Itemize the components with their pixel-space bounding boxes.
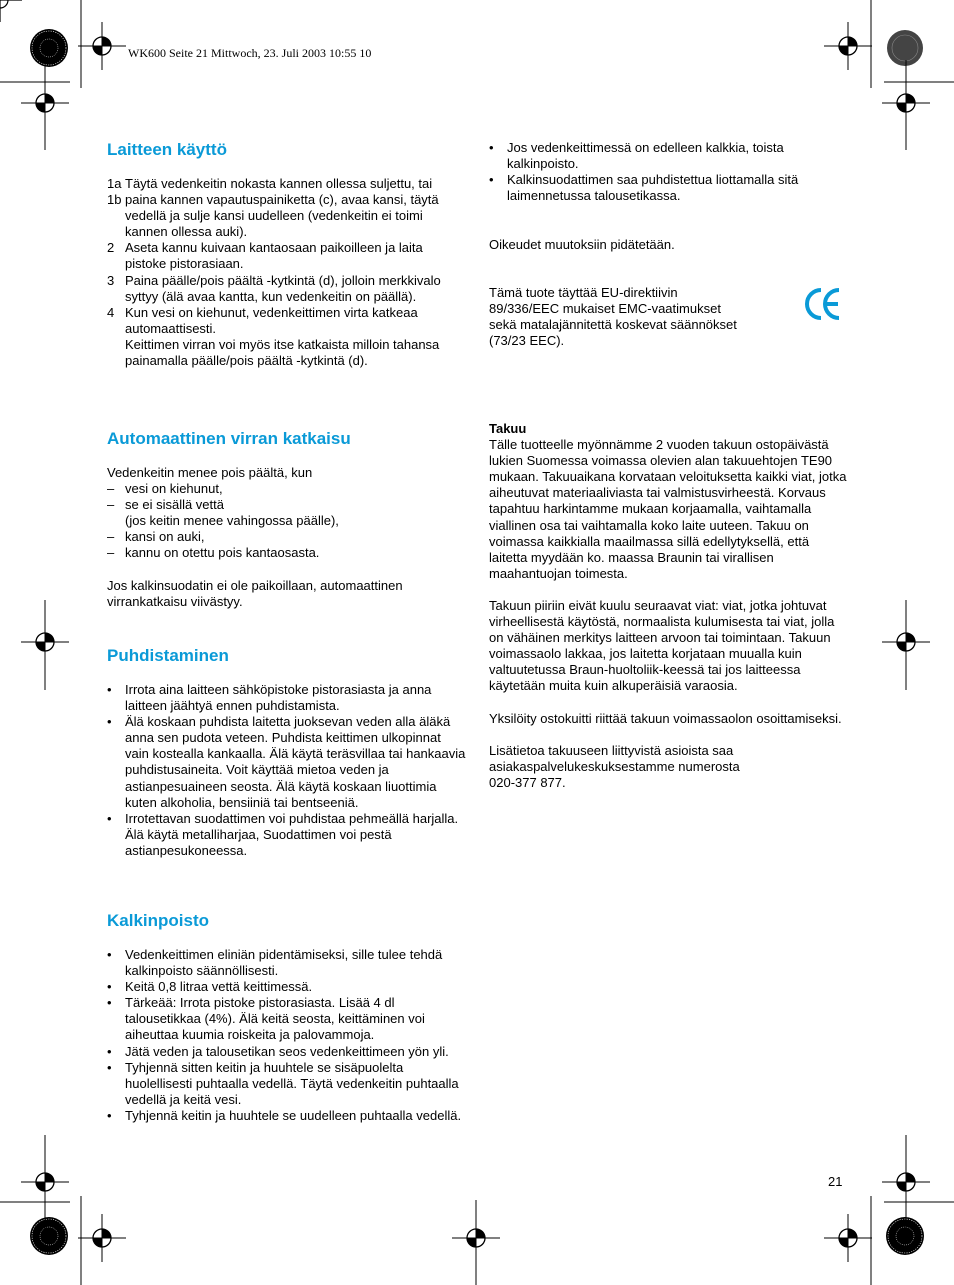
list-item [489,140,829,172]
warranty-paragraph: Yksilöity ostokuitti riittää takuun voimassaolon osoittamiseksi. [489,710,842,726]
list-item [107,947,467,979]
list-item-text: Aseta kannu kuivaan kantaosaan paikoilleen ja laita pistoke pistorasiaan. [125,240,423,272]
list-item-text: Irrotettavan suodattimen voi puhdistaa pehmeällä harjalla. Älä käytä metalliharjaa, Suodattimen voi pestä astianpesukoneessa. [125,810,459,858]
usage-steps [107,176,467,369]
list-marker: • [489,140,494,155]
list-item [107,497,467,529]
list-marker: • [107,979,112,995]
list-item-text: kannu on otettu pois kantaosasta. [125,545,320,561]
list-item [107,979,467,995]
print-header: WK600 Seite 21 Mittwoch, 23. Juli 2003 10:55 10 [128,46,372,60]
paragraph-gap [489,582,849,598]
descaling-instructions [107,947,467,1124]
list-item [107,305,467,369]
list-marker: • [489,172,494,188]
cleaning-instructions [107,682,467,859]
list-item [107,1108,467,1124]
rights-notice: Oikeudet muutoksiin pidätetään. [489,237,675,252]
list-item-text: Jos vedenkeittimessä on edelleen kalkkia, toista kalkinpoisto. [507,140,784,172]
list-item [107,481,467,497]
list-item-text: Irrota aina laitteen sähköpistoke pistorasiasta ja anna laitteen jäähtyä ennen puhdistamista. [125,682,432,714]
descaling-heading: Kalkinpoisto [107,911,210,930]
paragraph-gap [489,727,849,743]
auto-off-heading: Automaattinen virran katkaisu [107,429,351,448]
list-marker: 4 [107,304,115,320]
list-marker: • [107,1107,112,1123]
list-item-text: Keitä 0,8 litraa vettä keittimessä. [125,979,313,995]
ce-compliance [489,285,849,349]
usage-heading: Laitteen käyttö [107,140,227,159]
list-item-text: Paina päälle/pois päältä -kytkintä (d), jolloin merkkivalo syttyy (älä avaa kantta, kun vedenkeitin on päällä). [125,272,441,304]
list-marker: • [107,810,112,826]
list-item [107,545,467,561]
warranty-heading: Takuu [489,421,527,436]
list-item-text: vesi on kiehunut, [125,481,223,497]
warranty-paragraph: Lisätietoa takuuseen liittyvistä asioista saa asiakaspalvelukeskuksestamme numerosta 020-377 877. [489,742,740,790]
list-marker: • [107,1043,112,1059]
ce-text: Tämä tuote täyttää EU-direktiivin 89/336/EEC mukaiset EMC-vaatimukset sekä matalajännitettä koskevat säännökset (73/23 EEC). [489,285,737,349]
list-marker: • [107,995,112,1011]
list-item-text: Tyhjennä sitten keitin ja huuhtele se sisäpuolelta huolellisesti puhtaalla vedellä. Täytä vedenkeitin puhtaalla vedellä ja keitä vesi. [125,1059,459,1107]
list-marker: 1a 1b [107,176,122,208]
list-item-text: Kun vesi on kiehunut, vedenkeittimen virta katkeaa automaattisesti. Keittimen virran voi myös itse katkaista milloin tahansa painamalla päälle/pois päältä -kytkintä (d). [125,304,440,369]
list-item [107,1044,467,1060]
list-item-text: Vedenkeittimen eliniän pidentämiseksi, sille tulee tehdä kalkinpoisto säännöllisesti. [125,947,443,979]
descaling-continued [489,140,829,204]
list-item-text: Tyhjennä keitin ja huuhtele se uudelleen puhtaalla vedellä. [125,1107,462,1123]
list-marker: – [107,481,115,497]
list-marker: 2 [107,240,115,256]
auto-off-intro: Vedenkeitin menee pois päältä, kun [107,465,313,480]
page-number: 21 [828,1174,843,1189]
list-item [107,240,467,272]
auto-off-note: Jos kalkinsuodatin ei ole paikoillaan, automaattinen virrankatkaisu viivästyy. [107,577,403,609]
cleaning-heading: Puhdistaminen [107,646,229,665]
list-marker: 3 [107,272,115,288]
ce-mark-icon [805,286,843,322]
list-marker: • [107,714,112,730]
list-marker: • [107,682,112,697]
list-item-text: se ei sisällä vettä (jos keitin menee vahingossa päälle), [125,497,339,529]
usage-section [107,138,467,369]
paragraph-gap [489,695,849,711]
list-item [107,176,467,240]
list-item-text: kansi on auki, [125,529,205,545]
descaling-section [107,909,467,1124]
list-item [107,995,467,1043]
list-item [107,273,467,305]
list-item-text: Älä koskaan puhdista laitetta juoksevan veden alla äläkä anna sen pudota veteen. Puhdista keittimen ulkopinnat vain kostealla kankaalla. Älä käytä teräsvillaa tai hankaavia puhdistusaineita. Voit käyttää mietoa veden ja astianpesuaineen seosta. Älä käytä koskaan liuottimia kuten alkoholia, bensiiniä tai bentseeniä. [125,714,466,810]
list-item [107,529,467,545]
list-item-text: Kalkinsuodattimen saa puhdistettua liottamalla sitä laimennetussa talousetikassa. [507,172,799,204]
warranty-paragraph: Takuun piiriin eivät kuulu seuraavat viat: viat, jotka johtuvat virheellisestä käytöstä, normaalista kulumisesta tai viat, jolla on vähäinen merkitys laitteen arvoon tai toimintaan. Takuun voimassaolo lakkaa, jos laitetta korjataan muualla kuin valtuutetussa Braun-huoltoliik-keessä tai jos laitteessa käytetään muita kuin alkuperäisiä varaosia. [489,597,835,694]
warranty-section [489,421,849,791]
list-marker: • [107,947,112,962]
warranty-text [489,437,849,791]
list-marker: – [107,529,115,545]
list-item-text: Täytä vedenkeitin nokasta kannen ollessa suljettu, tai paina kannen vapautuspainiketta (c), avaa kansi, täytä vedellä ja sulje kansi uudelleen (vedenkeitin ei toimi kannen ollessa auki). [125,176,439,240]
list-item-text: Jätä veden ja talousetikan seos vedenkeittimeen yön yli. [125,1043,449,1059]
list-marker: – [107,545,115,561]
list-item [107,714,467,811]
list-item [107,682,467,714]
list-item [489,172,829,204]
list-item [107,1060,467,1108]
list-marker: – [107,497,115,513]
cleaning-section [107,644,467,859]
list-marker: • [107,1059,112,1075]
list-item [107,811,467,859]
warranty-paragraph: Tälle tuotteelle myönnämme 2 vuoden takuun ostopäivästä lukien Suomessa voimassa olevien alan takuuehtojen TE90 mukaan. Takuuaikana korvataan veloituksetta kaikki viat, jotka aiheutuvat materiaaliviasta tai valmistusvirheestä. Korvaus tapahtuu harkintamme mukaan korjaamalla, vaihtamalla viallinen osa tai vaihtamalla koko laite uuteen. Takuu on voimassa kaikkialla maailmassa sillä edellytyksellä, että laitetta myydään ko. maassa Braunin tai virallisen maahantuojan toimesta. [489,437,847,581]
list-item-text: Tärkeää: Irrota pistoke pistorasiasta. Lisää 4 dl talousetikkaa (4%). Älä keitä seosta, keittäminen voi aiheuttaa kuumia roiskeita ja palovammoja. [125,995,425,1043]
auto-off-section [107,427,467,610]
auto-off-conditions [107,481,467,561]
